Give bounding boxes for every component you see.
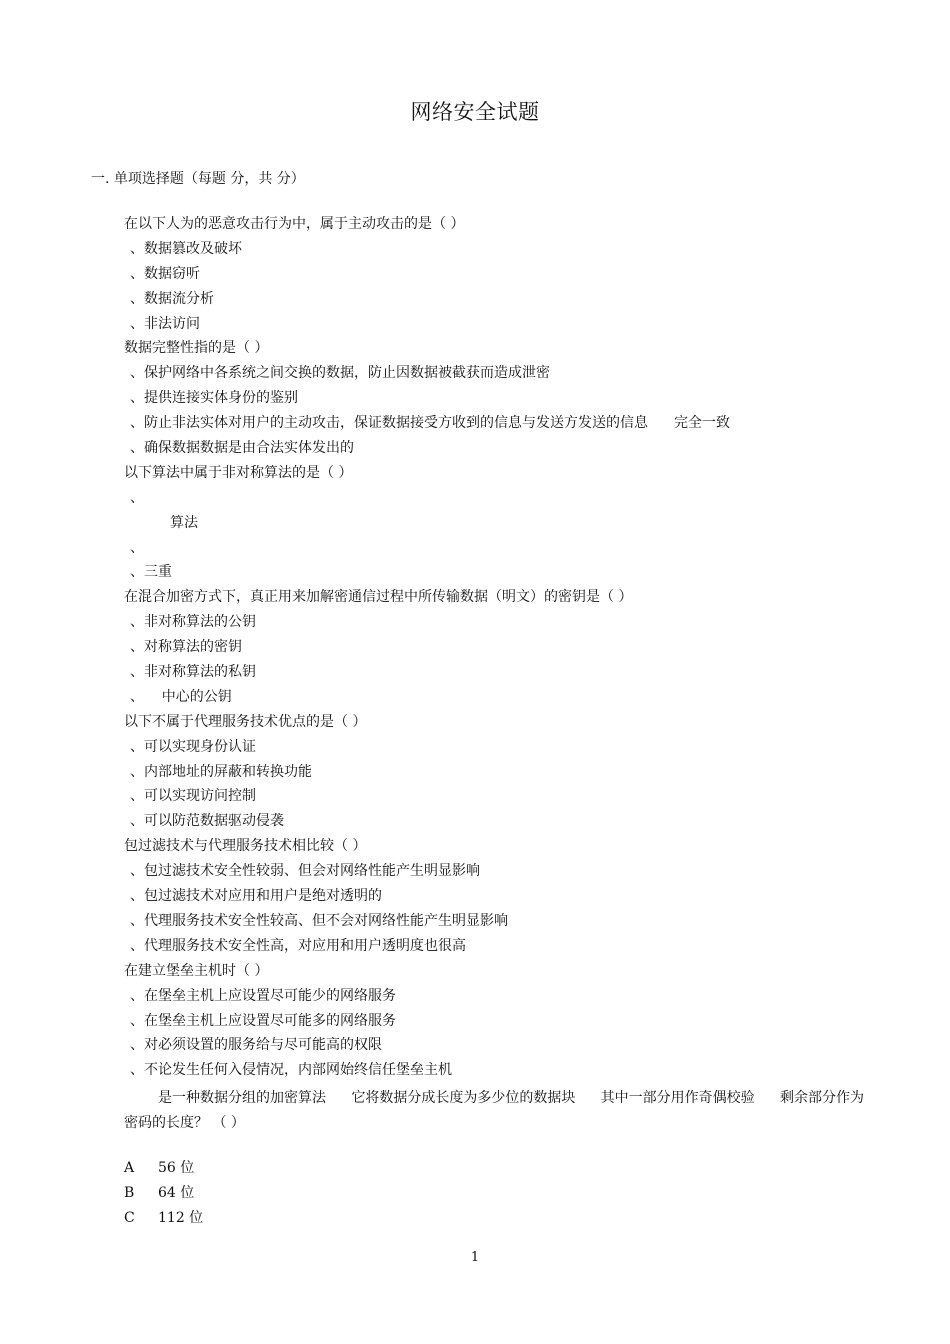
option-label: 、代理服务技术安全性较高、但不会对网络性能产生明显影响 [130, 912, 508, 929]
answer-option [124, 635, 884, 660]
choice-item [124, 1181, 203, 1206]
answer-option [124, 361, 884, 386]
answer-option [124, 436, 884, 461]
section-heading: 一. 单项选择题（每题 分，共 分） [91, 171, 305, 187]
question-text [124, 212, 884, 237]
option-label: 、 中心的公钥 [130, 688, 232, 705]
option-label: 、非对称算法的私钥 [130, 664, 256, 681]
question-label: 包过滤技术与代理服务技术相比较（ ） [124, 838, 367, 855]
option-label: 、 [130, 539, 144, 556]
answer-option [124, 312, 884, 337]
choice-item [124, 1206, 203, 1231]
answer-option [124, 560, 884, 585]
answer-option [124, 884, 884, 909]
choice-item [124, 1156, 203, 1181]
option-label: 、代理服务技术安全性高，对应用和用户透明度也很高 [130, 937, 466, 954]
answer-option [124, 1033, 884, 1058]
option-label: 、可以防范数据驱动侵袭 [130, 813, 284, 830]
option-label: 、可以实现身份认证 [130, 738, 256, 755]
answer-option [124, 411, 884, 436]
choice-text: 64 位 [158, 1184, 195, 1201]
option-label: 、在堡垒主机上应设置尽可能多的网络服务 [130, 1012, 396, 1029]
option-label: 、数据流分析 [130, 290, 214, 307]
answer-option [124, 287, 884, 312]
option-label: 、非法访问 [130, 315, 200, 332]
option-label: 、确保数据数据是由合法实体发出的 [130, 440, 354, 457]
option-label: 、三重 [130, 564, 172, 581]
choice-text: 112 位 [158, 1209, 204, 1226]
answer-option [124, 934, 884, 959]
answer-option [124, 735, 884, 760]
answer-option [124, 784, 884, 809]
question-text [124, 710, 884, 735]
question-8-part2: 它将数据分成长度为多少位的数据块 [351, 1090, 576, 1106]
option-label: 、对必须设置的服务给与尽可能高的权限 [130, 1037, 382, 1054]
answer-option [124, 760, 884, 785]
option-label: 、包过滤技术安全性较弱、但会对网络性能产生明显影响 [130, 863, 480, 880]
question-text [124, 336, 884, 361]
option-label-continued: 完全一致 [674, 415, 730, 432]
option-label: 、在堡垒主机上应设置尽可能少的网络服务 [130, 987, 396, 1004]
page-number: 1 [470, 1250, 480, 1265]
document-title: 网络安全试题 [410, 100, 540, 124]
answer-option [124, 511, 884, 536]
answer-option [124, 809, 884, 834]
answer-option [124, 536, 884, 561]
question-list [124, 212, 884, 1083]
answer-option [124, 685, 884, 710]
option-label: 、内部地址的屏蔽和转换功能 [130, 763, 312, 780]
choice-letter: A [124, 1160, 135, 1176]
option-label: 、对称算法的密钥 [130, 639, 242, 656]
choice-letter: B [124, 1184, 135, 1201]
answer-option [124, 1009, 884, 1034]
option-label: 、可以实现访问控制 [130, 788, 256, 805]
question-8-part4: 剩余部分作为 [779, 1090, 864, 1106]
answer-choices [124, 1156, 203, 1231]
answer-option [124, 262, 884, 287]
question-label: 在以下人为的恶意攻击行为中，属于主动攻击的是（ ） [124, 216, 465, 232]
question-8-part1: 是一种数据分组的加密算法 [158, 1090, 326, 1106]
question-label: 数据完整性指的是（ ） [124, 340, 269, 357]
answer-option [124, 909, 884, 934]
question-label: 在混合加密方式下，真正用来加解密通信过程中所传输数据（明文）的密钥是（ ） [124, 589, 633, 606]
question-label: 以下算法中属于非对称算法的是（ ） [124, 464, 353, 481]
option-label: 、防止非法实体对用户的主动攻击，保证数据接受方收到的信息与发送方发送的信息 [130, 415, 648, 432]
answer-option [124, 984, 884, 1009]
option-label: 算法 [170, 514, 198, 531]
answer-option [124, 386, 884, 411]
option-label: 、非对称算法的公钥 [130, 614, 256, 631]
question-label: 以下不属于代理服务技术优点的是（ ） [124, 713, 367, 730]
option-label: 、数据篡改及破坏 [130, 240, 242, 257]
option-label: 、数据窃听 [130, 265, 200, 282]
question-8-part3: 其中一部分用作奇偶校验 [600, 1090, 755, 1106]
answer-option [124, 486, 884, 511]
answer-option [124, 237, 884, 262]
question-8-line2: 密码的长度？ （ ） [124, 1114, 245, 1131]
choice-letter: C [124, 1209, 135, 1226]
answer-option [124, 660, 884, 685]
option-label: 、保护网络中各系统之间交换的数据，防止因数据被截获而造成泄密 [130, 365, 550, 382]
question-text [124, 585, 884, 610]
option-label: 、包过滤技术对应用和用户是绝对透明的 [130, 888, 382, 905]
option-label: 、 [130, 489, 144, 506]
question-text [124, 461, 884, 486]
choice-text: 56 位 [158, 1160, 195, 1176]
question-label: 在建立堡垒主机时（ ） [124, 962, 269, 979]
question-8 [124, 1086, 864, 1136]
option-label: 、提供连接实体身份的鉴别 [130, 390, 298, 407]
answer-option [124, 1058, 884, 1083]
answer-option [124, 859, 884, 884]
question-text [124, 959, 884, 984]
answer-option [124, 610, 884, 635]
option-label: 、不论发生任何入侵情况，内部网始终信任堡垒主机 [130, 1062, 452, 1079]
question-text [124, 834, 884, 859]
